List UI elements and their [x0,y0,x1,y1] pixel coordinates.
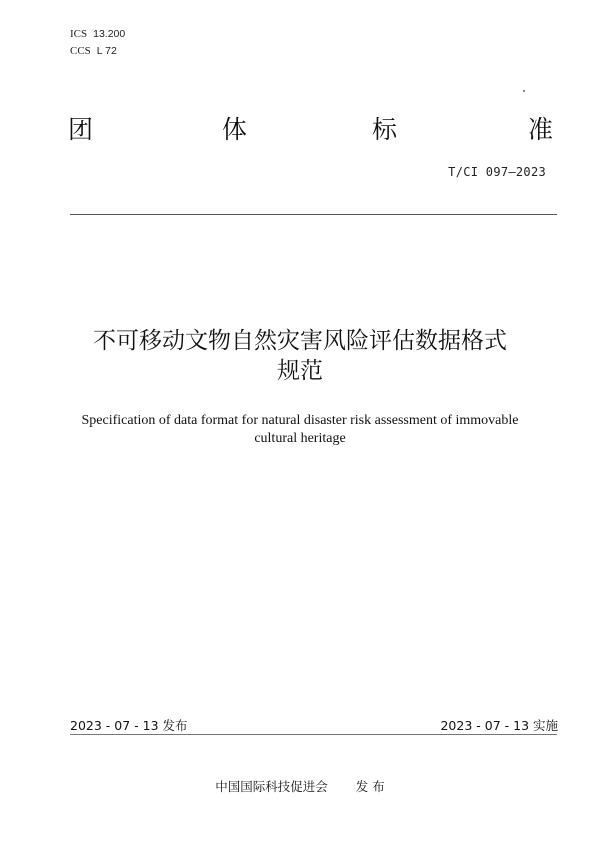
title-chinese-line1: 不可移动文物自然灾害风险评估数据格式 [93,328,507,354]
ics-label: ICS [70,28,88,40]
title-chinese [0,326,600,386]
publish-date: 2023 - 07 - 13 发布 [70,718,188,733]
ccs-code [70,45,117,58]
divider-bottom [70,734,557,735]
publisher-org: 中国国际科技促进会 [215,779,328,794]
ics-value: 13.200 [93,28,126,40]
implement-date: 2023 - 07 - 13 实施 [440,718,558,733]
ccs-label: CCS [70,45,91,57]
ics-code [70,28,125,41]
divider-top [70,214,557,215]
title-english-line2: cultural heritage [254,431,346,446]
standard-type-char: 体 [222,115,248,144]
standard-type-char: 准 [528,115,554,144]
title-english-line1: Specification of data format for natural disaster risk assessment of immovable [81,413,519,428]
speck-mark [523,90,525,92]
standard-type-char: 团 [68,115,94,144]
publisher-action: 发 布 [355,779,385,794]
standard-number: T/CI 097—2023 [448,165,546,179]
standard-type-char: 标 [372,115,398,144]
ccs-value: L 72 [96,45,117,57]
publisher [0,777,600,795]
title-chinese-line2: 规范 [277,358,323,384]
title-english [0,412,600,448]
